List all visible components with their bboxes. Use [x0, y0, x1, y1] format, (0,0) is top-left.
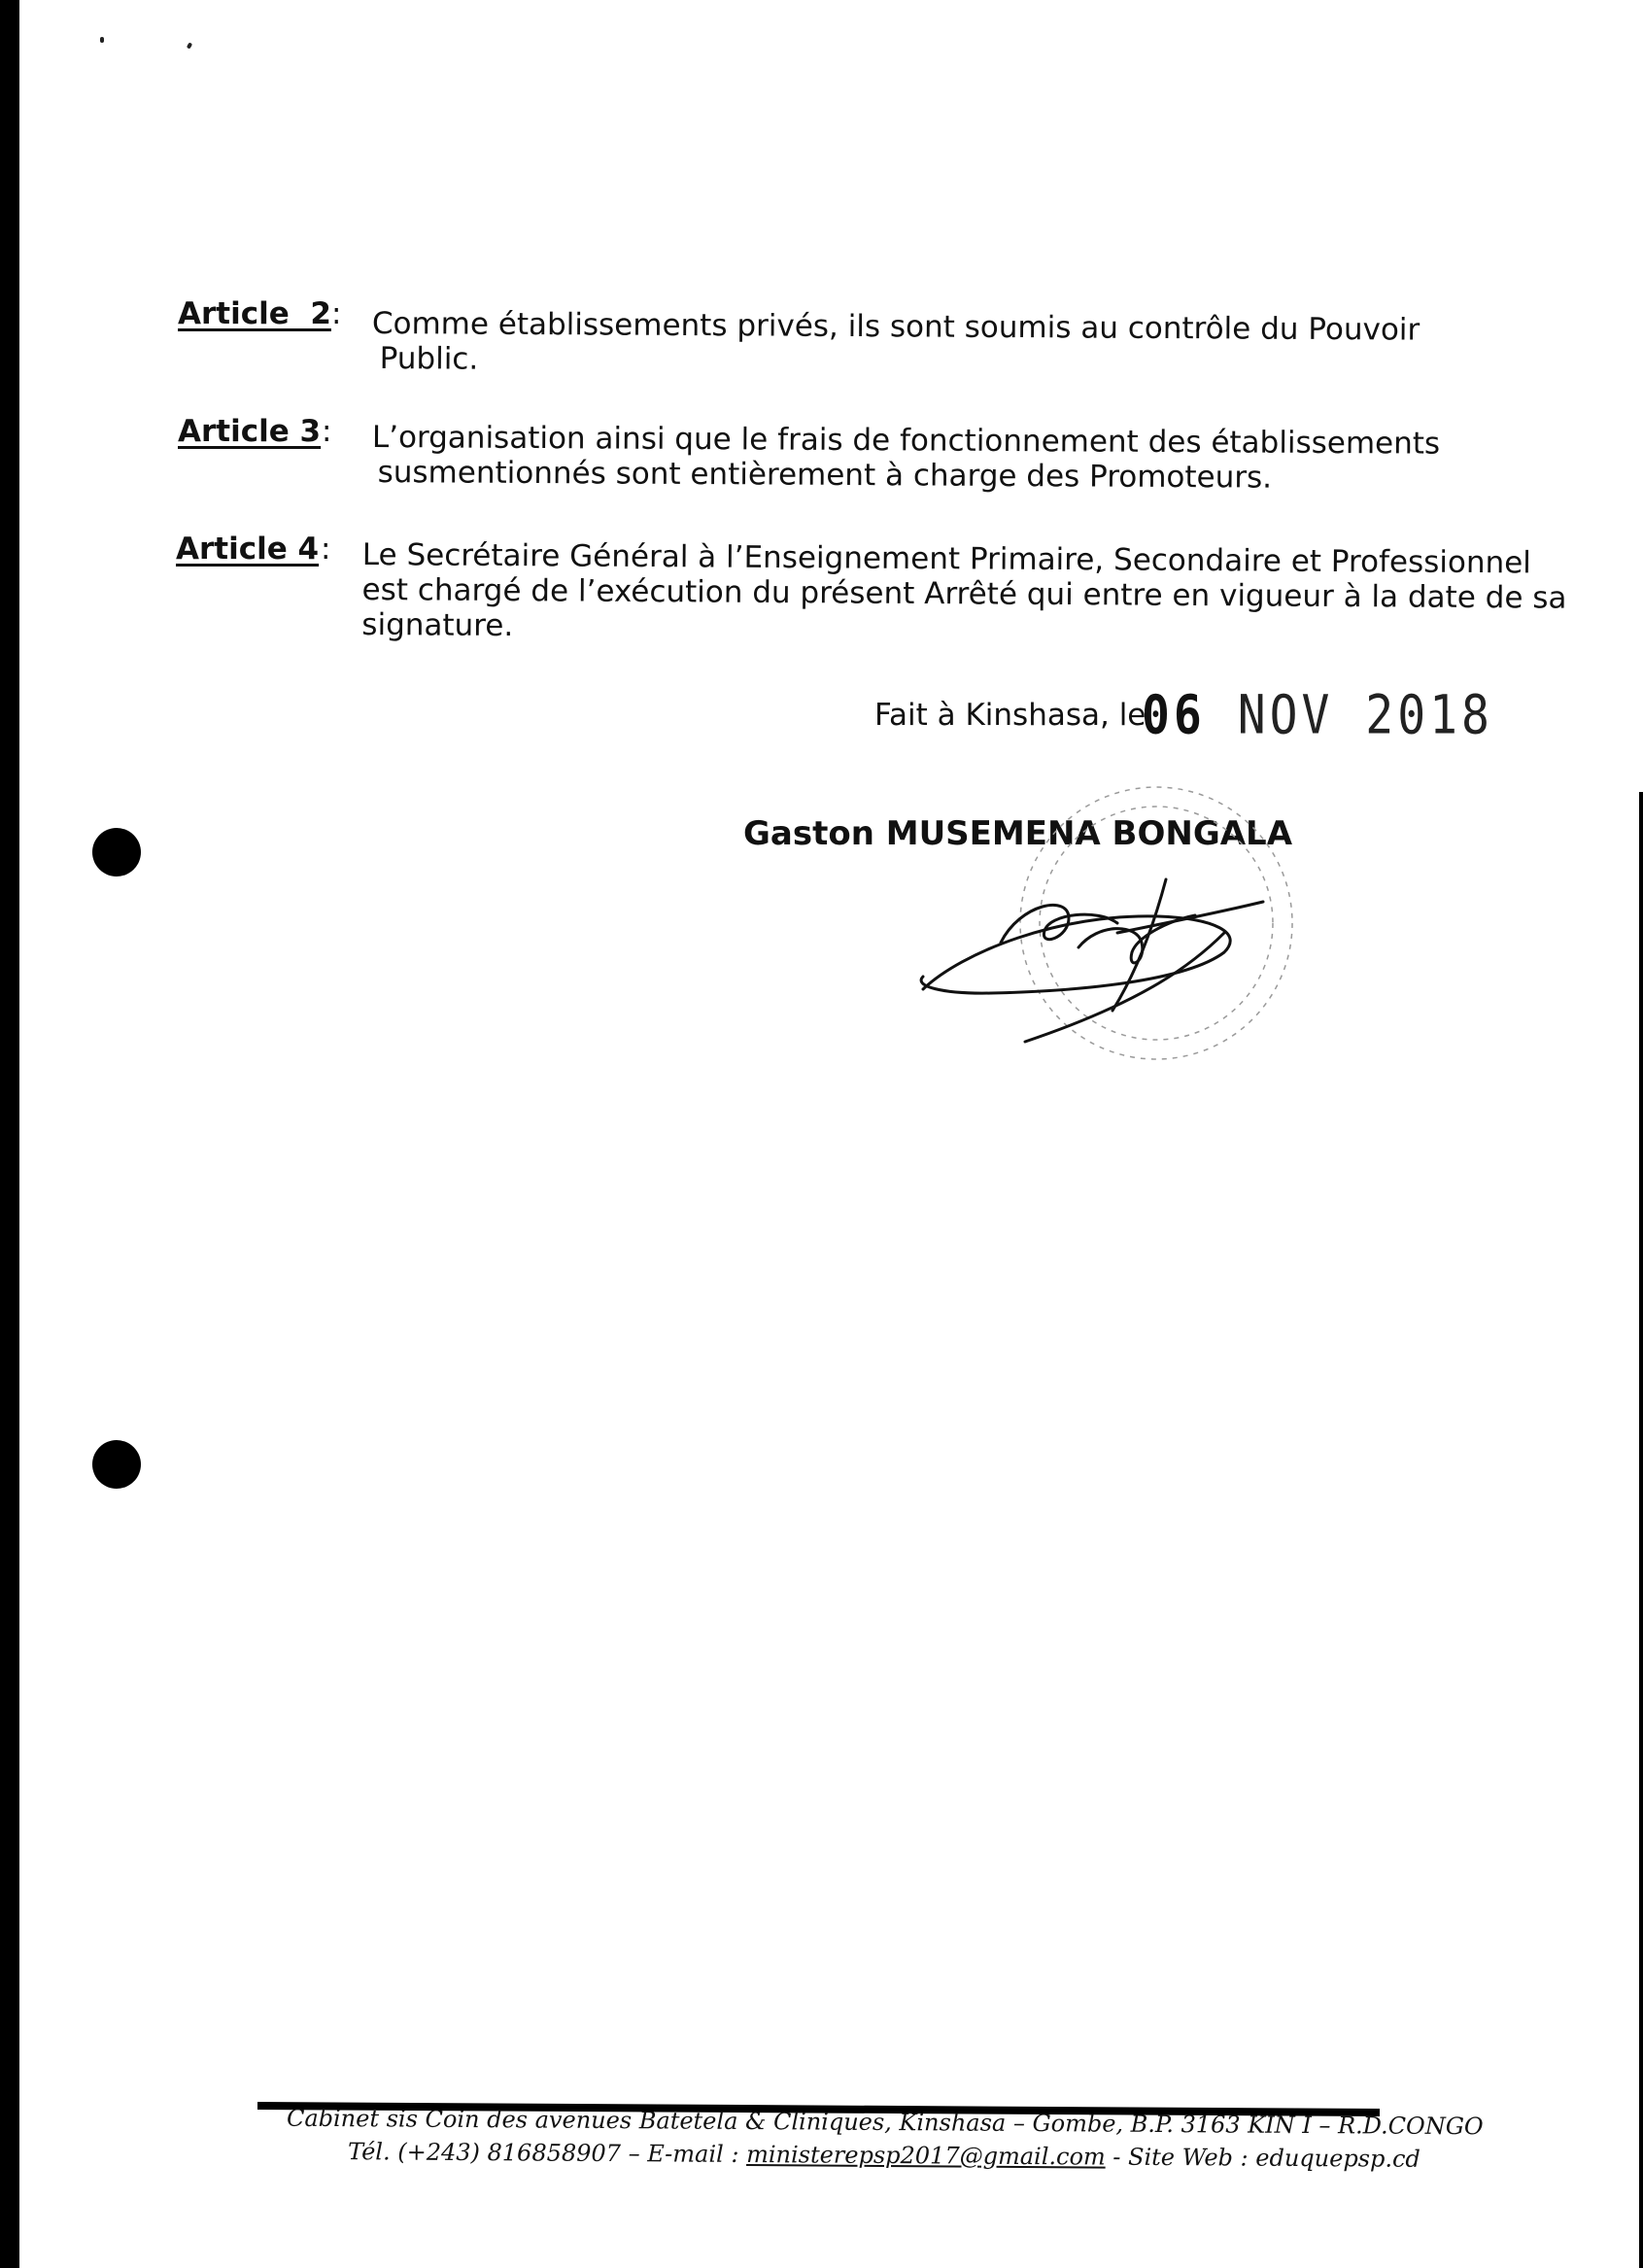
article-2-label: Article 2	[178, 296, 331, 331]
signatory-name: Gaston MUSEMENA BONGALA	[743, 814, 1293, 853]
footer-site-label: Site Web :	[1128, 2143, 1249, 2172]
article-2-line-2: Public.	[379, 341, 479, 377]
handwritten-signature	[904, 777, 1321, 1069]
article-4-label: Article 4	[176, 532, 320, 567]
footer-email-link[interactable]: ministerepsp2017@gmail.com	[746, 2141, 1106, 2171]
date-stamp	[1142, 684, 1493, 746]
footer-email-label: E-mail :	[647, 2140, 739, 2168]
date-stamp-day: 06	[1142, 683, 1206, 747]
article-3-text	[372, 420, 1441, 497]
date-stamp-month-year: NOV 2018	[1237, 683, 1493, 747]
footer-address: Cabinet sis Coin des avenues Batetela & Cliniques, Kinshasa – Gombe, B.P. 3163 KIN I – R.D.CONGO	[286, 2104, 1484, 2141]
footer-contact: Tél. (+243) 816858907 – E-mail : ministerepsp2017@gmail.com - Site Web : eduquepsp.cd	[347, 2138, 1421, 2173]
footer-phone: Tél. (+243) 816858907	[347, 2138, 622, 2168]
scan-border-left	[0, 0, 19, 2268]
article-3-line-1: L’organisation ainsi que le frais de fonctionnement des établissements	[371, 420, 1441, 462]
article-2-line-1: Comme établissements privés, ils sont soumis au contrôle du Pouvoir	[371, 306, 1421, 348]
article-4-line-3: signature.	[361, 606, 514, 644]
footer-site-link[interactable]: eduquepsp.cd	[1255, 2144, 1421, 2173]
punch-hole-bottom	[92, 1440, 141, 1489]
article-3-line-2: susmentionnés sont entièrement à charge des Promoteurs.	[377, 455, 1273, 496]
scan-speck	[100, 37, 104, 43]
article-4-line-1: Le Secrétaire Général à l’Enseignement Primaire, Secondaire et Professionnel	[361, 537, 1532, 581]
official-seal	[1020, 787, 1292, 1059]
article-4-colon: :	[321, 532, 331, 567]
punch-hole-top	[92, 828, 141, 876]
article-4-line-2: est chargé de l’exécution du présent Arrêté qui entre en vigueur à la date de sa	[361, 571, 1567, 616]
article-2-colon: :	[331, 296, 342, 331]
article-4-text	[361, 537, 1567, 651]
scan-speck	[187, 42, 192, 49]
article-3-label: Article 3	[178, 414, 322, 449]
article-2-text	[372, 306, 1421, 383]
article-3-colon: :	[322, 414, 332, 449]
place-date-line: Fait à Kinshasa, le	[874, 698, 1147, 733]
scan-border-right	[1639, 792, 1643, 2268]
